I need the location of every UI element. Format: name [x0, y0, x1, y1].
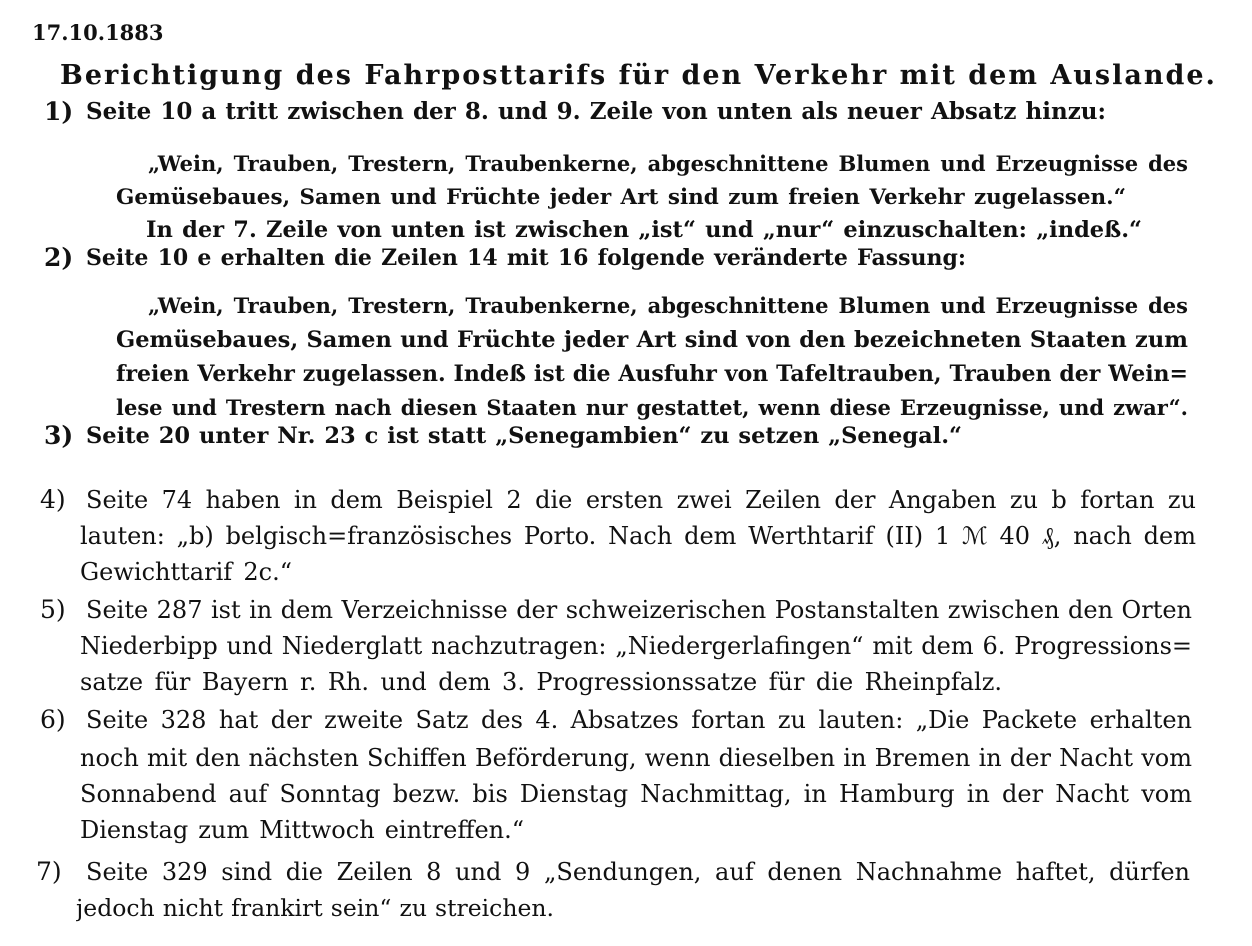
item-line: satze für Bayern r. Rh. und dem 3. Progressionssatze für die Rheinpfalz. — [80, 668, 1002, 696]
item-line: Seite 10 e erhalten die Zeilen 14 mit 16 folgende veränderte Fassung: — [86, 245, 966, 271]
item-line: lese und Trestern nach diesen Staaten nur gestattet, wenn diese Erzeugnisse, und zwar“. — [116, 395, 1188, 420]
document-date: 17.10.1883 — [32, 20, 164, 45]
item-line: Niederbipp und Niederglatt nachzutragen: „Niedergerlafingen“ mit dem 6. Progressions= — [80, 632, 1192, 660]
item-number: 2) — [44, 243, 74, 272]
item-line: In der 7. Zeile von unten ist zwischen „ist“ und „nur“ einzuschalten: „indeß.“ — [146, 217, 1142, 243]
item-number: 4) — [40, 485, 66, 514]
item-line: Seite 287 ist in dem Verzeichnisse der schweizerischen Postanstalten zwischen den Orten — [86, 596, 1192, 624]
document-title: Berichtigung des Fahrposttarifs für den Verkehr mit dem Auslande. — [60, 60, 1217, 91]
item-number: 5) — [40, 595, 66, 624]
item-line: Seite 20 unter Nr. 23 c ist statt „Senegambien“ zu setzen „Senegal.“ — [86, 423, 962, 449]
item-number: 1) — [44, 97, 74, 126]
item-line: Gewichttarif 2c.“ — [80, 558, 292, 586]
item-line: Gemüsebaues, Samen und Früchte jeder Art sind von den bezeichneten Staaten zum — [116, 327, 1188, 353]
item-line: lauten: „b) belgisch=französisches Porto. Nach dem Werthtarif (II) 1 ℳ 40 ₰, nach dem — [80, 522, 1196, 550]
item-line: jedoch nicht frankirt sein“ zu streichen. — [76, 894, 554, 922]
item-line: Gemüsebaues, Samen und Früchte jeder Art sind zum freien Verkehr zugelassen.“ — [116, 185, 1126, 210]
item-line: Seite 74 haben in dem Beispiel 2 die ersten zwei Zeilen der Angaben zu b fortan zu — [86, 486, 1196, 514]
item-line: freien Verkehr zugelassen. Indeß ist die Ausfuhr von Tafeltrauben, Trauben der Wein= — [116, 361, 1188, 387]
item-line: Sonnabend auf Sonntag bezw. bis Dienstag Nachmittag, in Hamburg in der Nacht vom — [80, 780, 1192, 808]
item-number: 3) — [44, 421, 74, 450]
item-line: Seite 329 sind die Zeilen 8 und 9 „Sendungen, auf denen Nachnahme haftet, dürfen — [86, 858, 1190, 886]
item-number: 6) — [40, 705, 66, 734]
item-line: „Wein, Trauben, Trestern, Traubenkerne, abgeschnittene Blumen und Erzeugnisse des — [148, 293, 1188, 318]
item-line: noch mit den nächsten Schiffen Beförderung, wenn dieselben in Bremen in der Nacht vom — [80, 744, 1192, 772]
item-line: „Wein, Trauben, Trestern, Traubenkerne, abgeschnittene Blumen und Erzeugnisse des — [148, 151, 1188, 176]
item-number: 7) — [36, 857, 62, 886]
item-line: Dienstag zum Mittwoch eintreffen.“ — [80, 816, 524, 844]
item-line: Seite 328 hat der zweite Satz des 4. Absatzes fortan zu lauten: „Die Packete erhalten — [86, 706, 1192, 734]
item-line: Seite 10 a tritt zwischen der 8. und 9. Zeile von unten als neuer Absatz hinzu: — [86, 98, 1106, 125]
